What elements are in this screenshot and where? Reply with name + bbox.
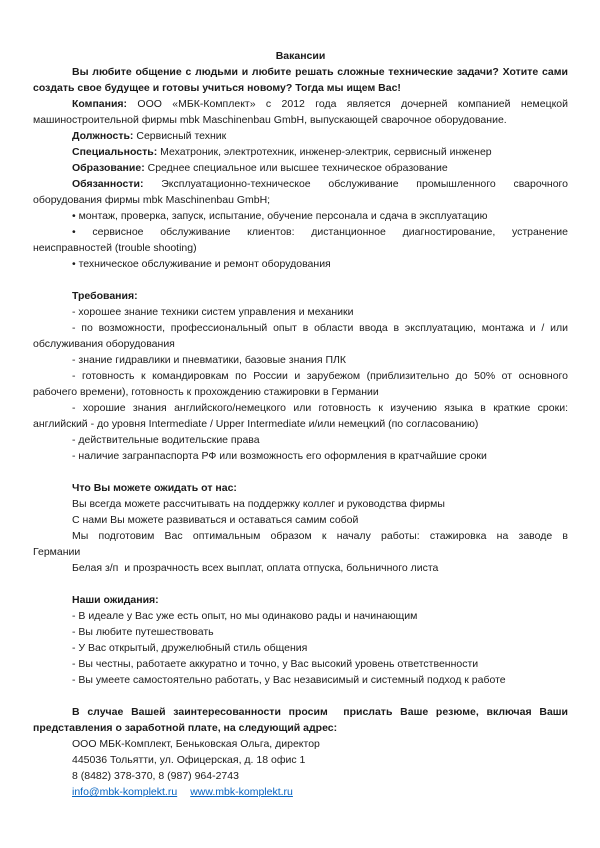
text-run: машиностроительной фирмы mbk Maschinenbau GmbH, выпускающей сварочное оборудование. — [33, 114, 507, 126]
specialty-paragraph — [33, 144, 568, 160]
text-line — [33, 96, 568, 112]
text-run: Вы всегда можете рассчитывать на поддержку коллег и руководства фирмы — [72, 498, 445, 510]
text-line — [33, 448, 568, 464]
text-run: Белая з/п и прозрачность всех выплат, оплата отпуска, больничного листа — [72, 562, 439, 574]
offer-item — [33, 496, 568, 512]
text-line — [33, 368, 568, 384]
text-line — [33, 544, 568, 560]
text-run: Требования: — [72, 290, 138, 302]
requirement-item — [33, 448, 568, 464]
expectations-heading — [33, 592, 568, 608]
text-line — [33, 352, 568, 368]
text-line — [33, 752, 568, 768]
duty-bullet — [33, 208, 568, 224]
text-run: - готовность к командировкам по России и зарубежом (приблизительно до 50% от основного — [72, 370, 568, 382]
text-line — [33, 496, 568, 512]
blank-line — [33, 464, 568, 480]
blank-line — [33, 272, 568, 288]
text-line — [33, 144, 568, 160]
text-line — [33, 720, 568, 736]
offer-item — [33, 560, 568, 576]
text-line — [33, 480, 568, 496]
offer-item — [33, 512, 568, 528]
text-run: - хорошие знания английского/немецкого или готовность к изучению языка в краткие сроки: — [72, 402, 568, 414]
text-run: - наличие загранпаспорта РФ или возможность его оформления в кратчайшие сроки — [72, 450, 487, 462]
document-body — [33, 64, 568, 800]
text-line — [33, 304, 568, 320]
email-link[interactable]: info@mbk-komplekt.ru — [72, 786, 178, 798]
duty-bullet — [33, 256, 568, 272]
text-line — [33, 256, 568, 272]
text-run: - по возможности, профессиональный опыт в области ввода в эксплуатацию, монтажа и / или — [72, 322, 568, 334]
text-line — [33, 736, 568, 752]
text-run: Эксплуатационно-техническое обслуживание промышленного сварочного — [143, 178, 568, 190]
text-line — [33, 608, 568, 624]
text-run: ООО «МБК-Комплект» с 2012 года является дочерней компанией немецкой — [127, 98, 568, 110]
text-run: английский - до уровня Intermediate / Upper Intermediate и/или немецкий (по согласованию) — [33, 418, 479, 430]
text-line — [33, 432, 568, 448]
text-line — [33, 512, 568, 528]
requirements-heading — [33, 288, 568, 304]
expectation-item — [33, 656, 568, 672]
text-line — [33, 64, 568, 80]
expectation-item — [33, 672, 568, 688]
text-line — [33, 592, 568, 608]
text-run: Наши ожидания: — [72, 594, 159, 606]
text-run: • сервисное обслуживание клиентов: дистанционное диагностирование, устранение — [72, 226, 568, 238]
text-run: • монтаж, проверка, запуск, испытание, обучение персонала и сдача в эксплуатацию — [72, 210, 488, 222]
offer-item — [33, 528, 568, 560]
text-line — [33, 160, 568, 176]
text-line — [33, 768, 568, 784]
text-run: Германии — [33, 546, 81, 558]
text-run: - Вы честны, работаете аккуратно и точно, у Вас высокий уровень ответственности — [72, 658, 479, 670]
text-run: рабочего времени), готовность к прохождению стажировки в Германии — [33, 386, 379, 398]
requirement-item — [33, 432, 568, 448]
requirement-item — [33, 352, 568, 368]
text-line — [33, 336, 568, 352]
text-run: Вы любите общение с людьми и любите решать сложные технические задачи? Хотите сами — [72, 66, 568, 78]
expectation-item — [33, 608, 568, 624]
company-paragraph — [33, 96, 568, 128]
text-run: - действительные водительские права — [72, 434, 260, 446]
text-run: - У Вас открытый, дружелюбный стиль общения — [72, 642, 308, 654]
text-run: Образование: — [72, 162, 145, 174]
text-run: неисправностей (trouble shooting) — [33, 242, 197, 254]
text-line — [33, 656, 568, 672]
text-line — [33, 400, 568, 416]
text-line — [33, 176, 568, 192]
text-run: Обязанности: — [72, 178, 144, 190]
requirement-item — [33, 320, 568, 352]
text-run: - Вы любите путешествовать — [72, 626, 214, 638]
text-run: Что Вы можете ожидать от нас: — [72, 482, 237, 494]
text-run: оборудования фирмы mbk Maschinenbau GmbH; — [33, 194, 271, 206]
text-line — [33, 640, 568, 656]
offer-heading — [33, 480, 568, 496]
text-run: • техническое обслуживание и ремонт оборудования — [72, 258, 331, 270]
text-line — [33, 528, 568, 544]
contact-address-line — [33, 752, 568, 768]
requirement-item — [33, 400, 568, 432]
text-line — [33, 560, 568, 576]
duty-bullet — [33, 224, 568, 256]
text-run: - хорошее знание техники систем управления и механики — [72, 306, 354, 318]
text-run: ООО МБК-Комплект, Беньковская Ольга, директор — [72, 738, 320, 750]
text-run: Специальность: — [72, 146, 158, 158]
text-run: 445036 Тольятти, ул. Офицерская, д. 18 офис 1 — [72, 754, 306, 766]
text-run: Должность: — [72, 130, 134, 142]
text-line — [33, 624, 568, 640]
text-run: Мехатроник, электротехник, инженер-электрик, сервисный инженер — [157, 146, 492, 158]
text-run: С нами Вы можете развиваться и оставаться самим собой — [72, 514, 359, 526]
text-run: Компания: — [72, 98, 128, 110]
expectation-item — [33, 624, 568, 640]
text-line — [33, 112, 568, 128]
requirement-item — [33, 368, 568, 400]
requirement-item — [33, 304, 568, 320]
education-paragraph — [33, 160, 568, 176]
text-run: Сервисный техник — [133, 130, 227, 142]
blank-line — [33, 576, 568, 592]
text-run: В случае Вашей заинтересованности просим прислать Ваше резюме, включая Ваши — [72, 706, 568, 718]
text-line — [33, 80, 568, 96]
text-line — [33, 416, 568, 432]
contact-company-line — [33, 736, 568, 752]
apply-paragraph — [33, 704, 568, 736]
document-title — [33, 48, 568, 64]
text-run: Мы подготовим Вас оптимальным образом к началу работы: стажировка на заводе в — [72, 530, 568, 542]
text-line — [33, 672, 568, 688]
text-line — [33, 288, 568, 304]
position-paragraph — [33, 128, 568, 144]
text-line — [33, 784, 568, 800]
text-run: создать свое будущее и готовы учиться новому? Тогда мы ищем Вас! — [33, 82, 401, 94]
text-run: - В идеале у Вас уже есть опыт, но мы одинаково рады и начинающим — [72, 610, 418, 622]
text-run: - Вы умеете самостоятельно работать, у Вас независимый и системный подход к работе — [72, 674, 506, 686]
text-line — [33, 704, 568, 720]
contact-links-line — [33, 784, 568, 800]
blank-line — [33, 688, 568, 704]
text-line — [33, 240, 568, 256]
text-line — [33, 192, 568, 208]
intro-paragraph — [33, 64, 568, 96]
text-run: 8 (8482) 378-370, 8 (987) 964-2743 — [72, 770, 239, 782]
expectation-item — [33, 640, 568, 656]
text-run: - знание гидравлики и пневматики, базовые знания ПЛК — [72, 354, 347, 366]
text-line — [33, 320, 568, 336]
text-run: Среднее специальное или высшее техническое образование — [144, 162, 448, 174]
text-line — [33, 384, 568, 400]
text-line — [33, 128, 568, 144]
text-line — [33, 208, 568, 224]
text-run: обслуживания оборудования — [33, 338, 175, 350]
contact-phone-line — [33, 768, 568, 784]
text-run: представления о заработной плате, на следующий адрес: — [33, 722, 338, 734]
website-link[interactable]: www.mbk-komplekt.ru — [190, 786, 293, 798]
duties-paragraph — [33, 176, 568, 208]
document-title-text: Вакансии — [275, 50, 326, 62]
text-line — [33, 224, 568, 240]
